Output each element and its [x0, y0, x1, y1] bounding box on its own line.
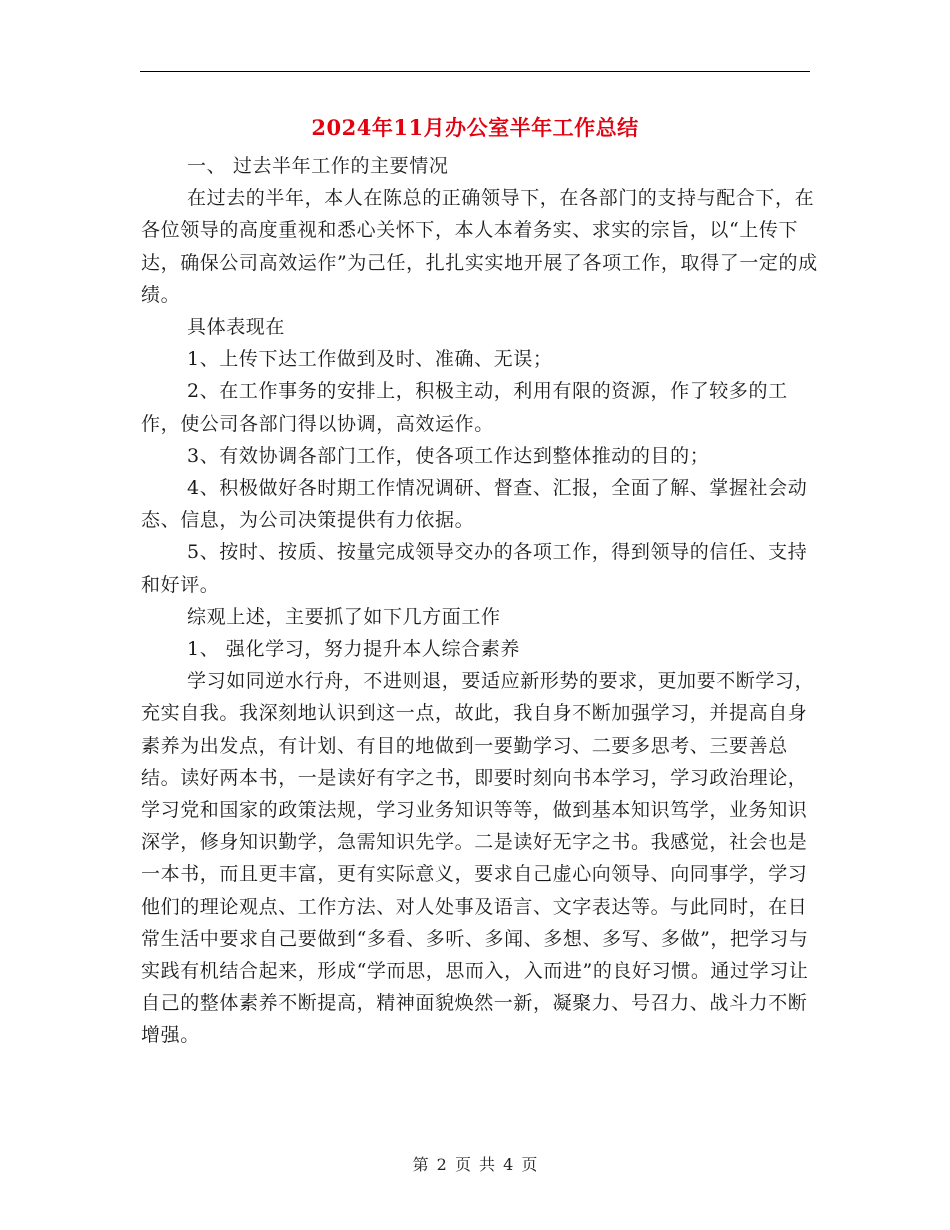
page-number: 第 2 页 共 4 页 [412, 1155, 538, 1174]
document-title: 2024年11月办公室半年工作总结 [311, 115, 639, 140]
section-heading-main: 一、 过去半年工作的主要情况 [187, 155, 449, 177]
subsection-paragraph: 学习如同逆水行舟，不进则退，要适应新形势的要求，更加要不断学习，充实自我。我深刻地认识到这一点，故此，我自身不断加强学习，并提高自身素养为出发点，有计划、有目的地做到一要勤学习、二要多思考、三要善总结。读好两本书，一是读好有字之书，即要时刻向书本学习，学习政治理论，学习党和国家的政策法规，学习业务知识等等，做到基本知识笃学，业务知识深学，修身知识勤学，急需知识先学。二是读好无字之书。我感觉，社会也是一本书，而且更丰富，更有实际意义，要求自己虚心向领导、向同事学，学习他们的理论观点、工作方法、对人处事及语言、文字表达等。与此同时，在日常生活中要求自己要做到“多看、多听、多闻、多想、多写、多做”，把学习与实践有机结合起来，形成“学而思，思而入，入而进”的良好习惯。通过学习让自己的整体素养不断提高，精神面貌焕然一新，凝聚力、号召力、战斗力不断增强。 [141, 670, 815, 1047]
list-item: 4、积极做好各时期工作情况调研、督查、汇报，全面了解、掌握社会动态、信息，为公司决策提供有力依据。 [141, 477, 808, 532]
list-item: 3、有效协调各部门工作，使各项工作达到整体推动的目的； [187, 444, 710, 467]
performance-lead: 具体表现在 [187, 316, 286, 339]
list-item: 2、在工作事务的安排上，积极主动，利用有限的资源，作了较多的工作，使公司各部门得以协调，高效运作。 [141, 380, 788, 435]
intro-paragraph: 在过去的半年，本人在陈总的正确领导下，在各部门的支持与配合下，在各位领导的高度重视和悉心关怀下，本人本着务实、求实的宗旨，以“上传下达，确保公司高效运作”为己任，扎扎实实地开展了各项工作，取得了一定的成绩。 [141, 187, 818, 306]
list-item: 5、按时、按质、按量完成领导交办的各项工作，得到领导的信任、支持和好评。 [141, 541, 808, 596]
document-body [141, 150, 821, 1052]
summary-lead: 综观上述，主要抓了如下几方面工作 [187, 605, 501, 628]
header-rule [140, 71, 810, 72]
subsection-heading: 1、 强化学习，努力提升本人综合素养 [187, 638, 520, 661]
list-item: 1、上传下达工作做到及时、准确、无误； [187, 348, 553, 371]
